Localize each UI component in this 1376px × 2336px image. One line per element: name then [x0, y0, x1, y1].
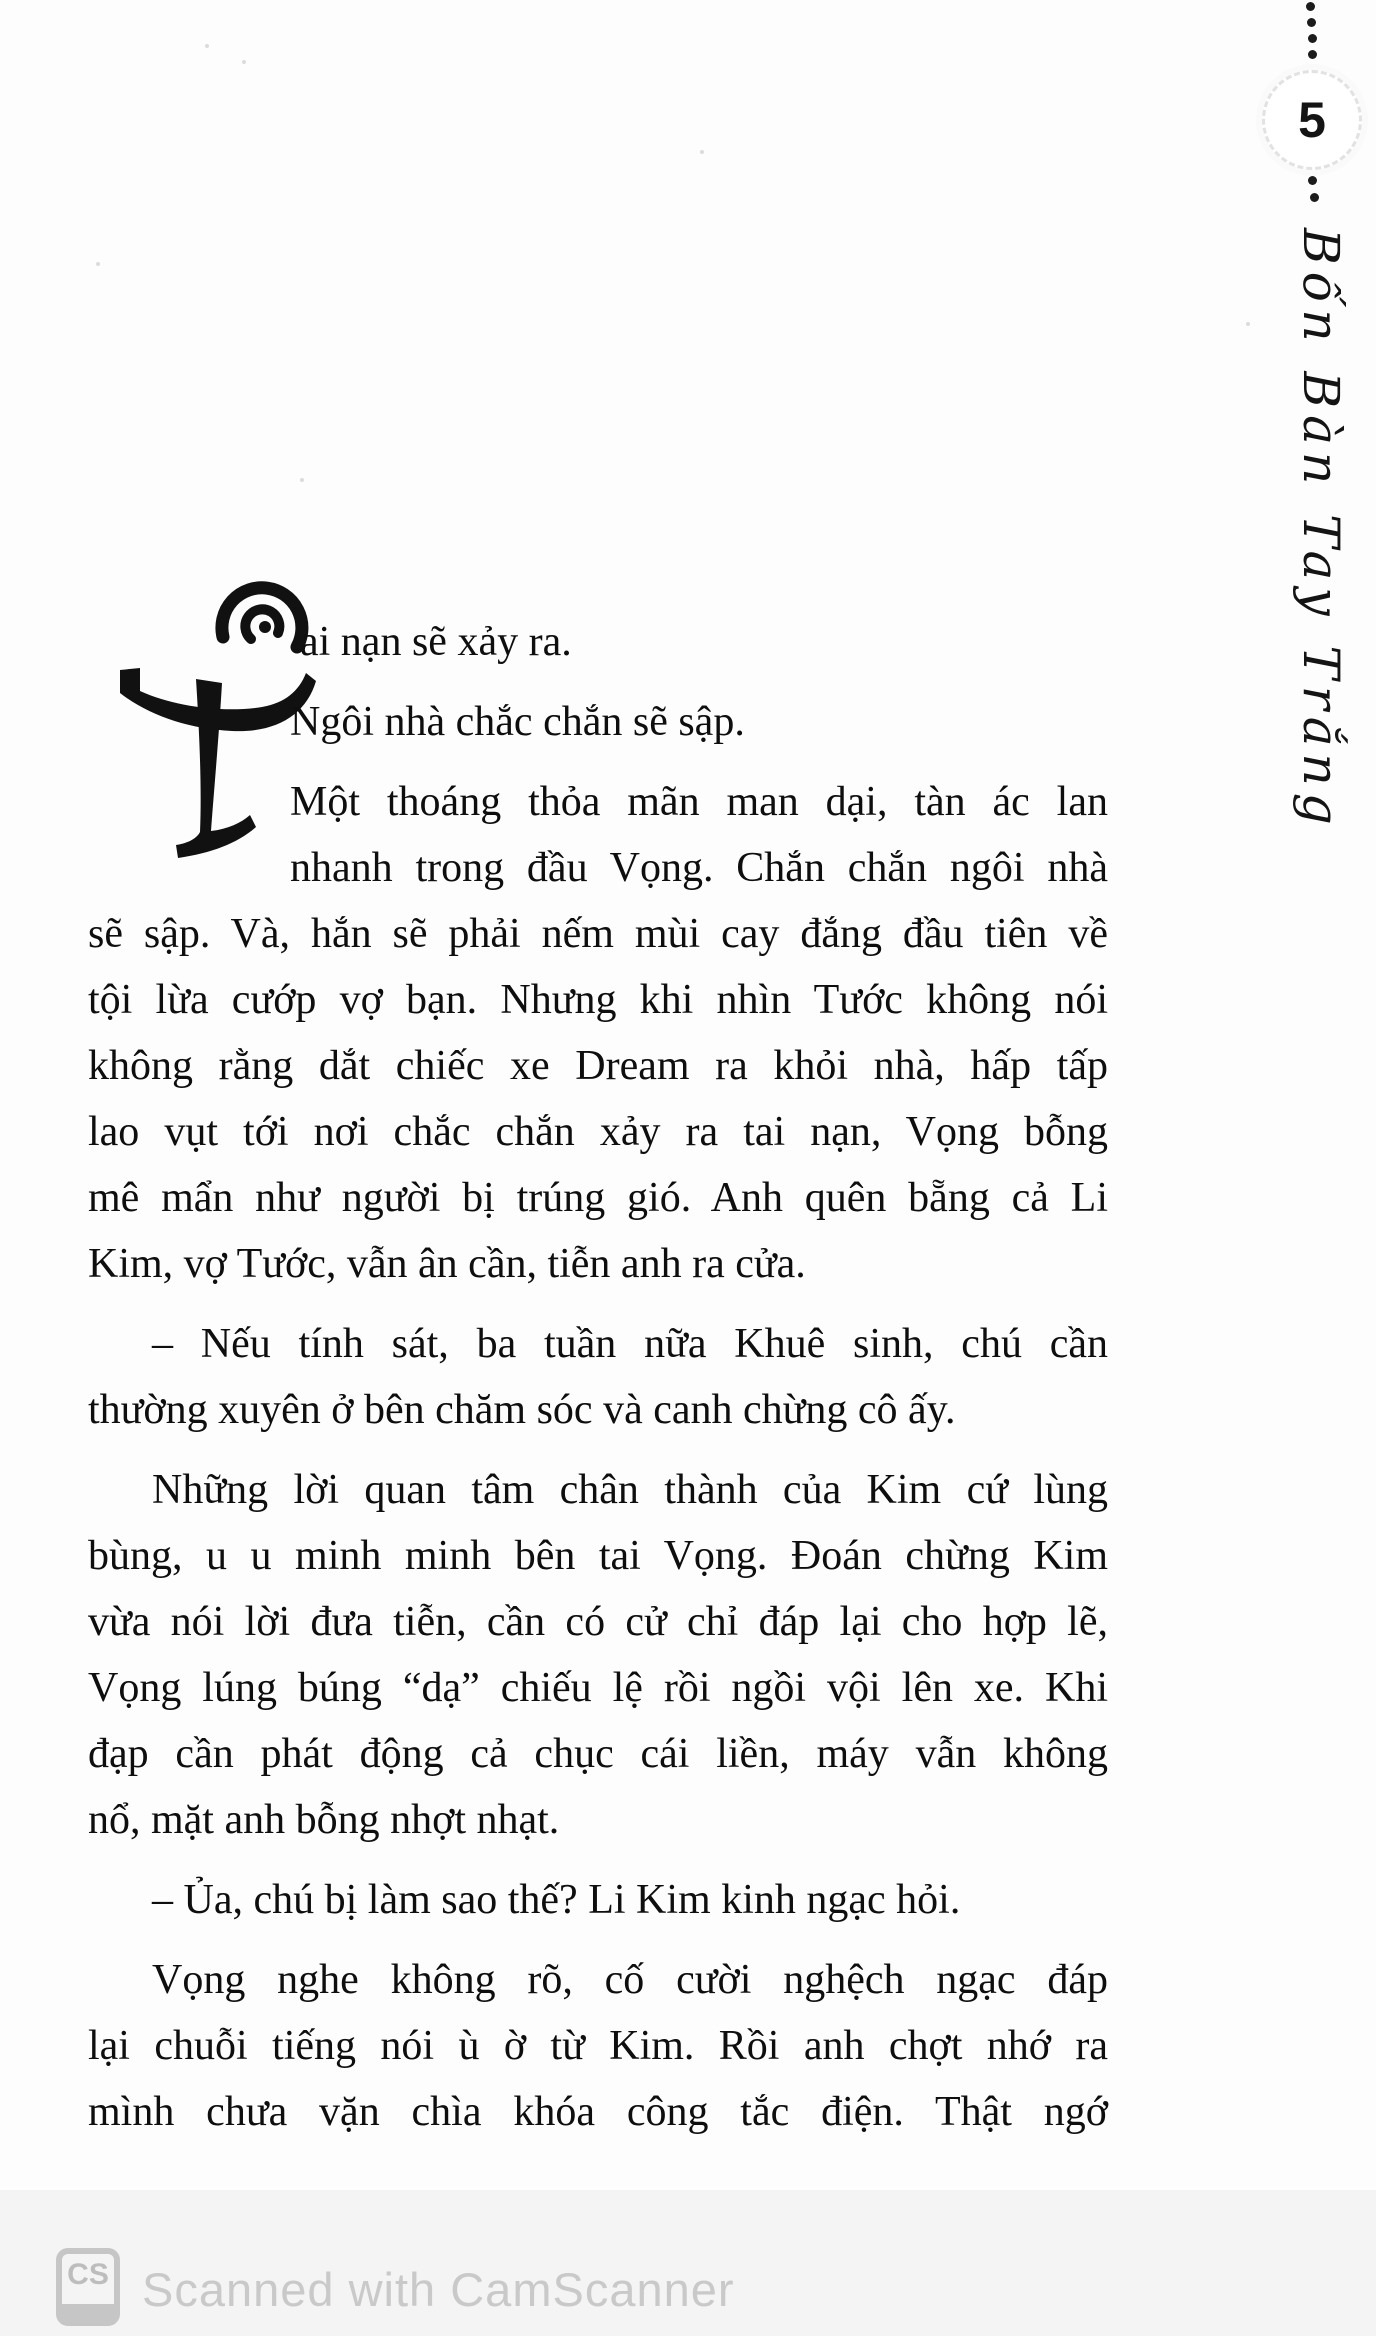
dot	[1308, 50, 1317, 59]
page-number: 5	[1298, 92, 1326, 148]
scan-speck	[300, 478, 304, 482]
text-line: nổ, mặt anh bỗng nhợt nhạt.	[88, 1797, 560, 1843]
camscanner-logo-letters: CS	[67, 2258, 109, 2291]
text-line: thường xuyên ở bên chăm sóc và canh chừng cô ấy.	[88, 1387, 956, 1433]
text-line: vừa nói lời đưa tiễn, cần có cử chỉ đáp lại cho hợp lẽ,	[88, 1599, 1108, 1645]
text-line: ai nạn sẽ xảy ra.	[300, 619, 572, 665]
text-line: sẽ sập. Và, hắn sẽ phải nếm mùi cay đắng đầu tiên về	[88, 911, 1108, 957]
scan-speck	[1246, 322, 1250, 326]
text-line: tội lừa cướp vợ bạn. Nhưng khi nhìn Tước không nói	[88, 977, 1108, 1023]
text-line: mình chưa vặn chìa khóa công tắc điện. Thật ngớ	[88, 2089, 1108, 2135]
text-line: Kim, vợ Tước, vẫn ân cần, tiễn anh ra cửa.	[88, 1241, 806, 1287]
text-line: Những lời quan tâm chân thành của Kim cứ lùng	[152, 1467, 1108, 1513]
scan-speck	[205, 44, 209, 48]
text-line: lao vụt tới nơi chắc chắn xảy ra tai nạn, Vọng bỗng	[88, 1109, 1108, 1155]
text-line: Ngôi nhà chắc chắn sẽ sập.	[290, 699, 745, 745]
page-number-badge	[1262, 70, 1362, 170]
scan-speck	[700, 150, 704, 154]
text-line: lại chuỗi tiếng nói ù ờ từ Kim. Rồi anh chợt nhớ ra	[88, 2023, 1108, 2069]
dot	[1308, 34, 1317, 43]
dot	[1306, 2, 1315, 11]
text-line: – Ủa, chú bị làm sao thế? Li Kim kinh ngạc hỏi.	[152, 1877, 961, 1923]
body-text	[88, 609, 1108, 2145]
text-line: đạp cần phát động cả chục cái liền, máy vẫn không	[88, 1731, 1108, 1777]
text-line: Vọng lúng búng “dạ” chiếu lệ rồi ngồi vội lên xe. Khi	[88, 1665, 1108, 1711]
dot	[1310, 193, 1319, 202]
text-line: Một thoáng thỏa mãn man dại, tàn ác lan	[290, 779, 1108, 825]
book-title-vertical: Bốn Bàn Tay Trắng	[1292, 228, 1350, 832]
scan-speck	[242, 60, 246, 64]
text-line: – Nếu tính sát, ba tuần nữa Khuê sinh, chú cần	[152, 1321, 1108, 1367]
text-line: Vọng nghe không rõ, cố cười nghệch ngạc đáp	[152, 1957, 1108, 2003]
camscanner-logo	[56, 2248, 120, 2326]
text-line: bùng, u u minh minh bên tai Vọng. Đoán chừng Kim	[88, 1533, 1108, 1579]
watermark-text: Scanned with CamScanner	[142, 2263, 735, 2316]
scan-speck	[96, 262, 100, 266]
text-line: nhanh trong đầu Vọng. Chắn chắn ngôi nhà	[290, 845, 1108, 891]
camscanner-logo-base	[62, 2304, 114, 2320]
dot	[1307, 18, 1316, 27]
text-line: mê mẩn như người bị trúng gió. Anh quên bẵng cả Li	[88, 1175, 1108, 1221]
text-line: không rằng dắt chiếc xe Dream ra khỏi nhà, hấp tấp	[88, 1043, 1108, 1089]
dot	[1308, 176, 1317, 185]
